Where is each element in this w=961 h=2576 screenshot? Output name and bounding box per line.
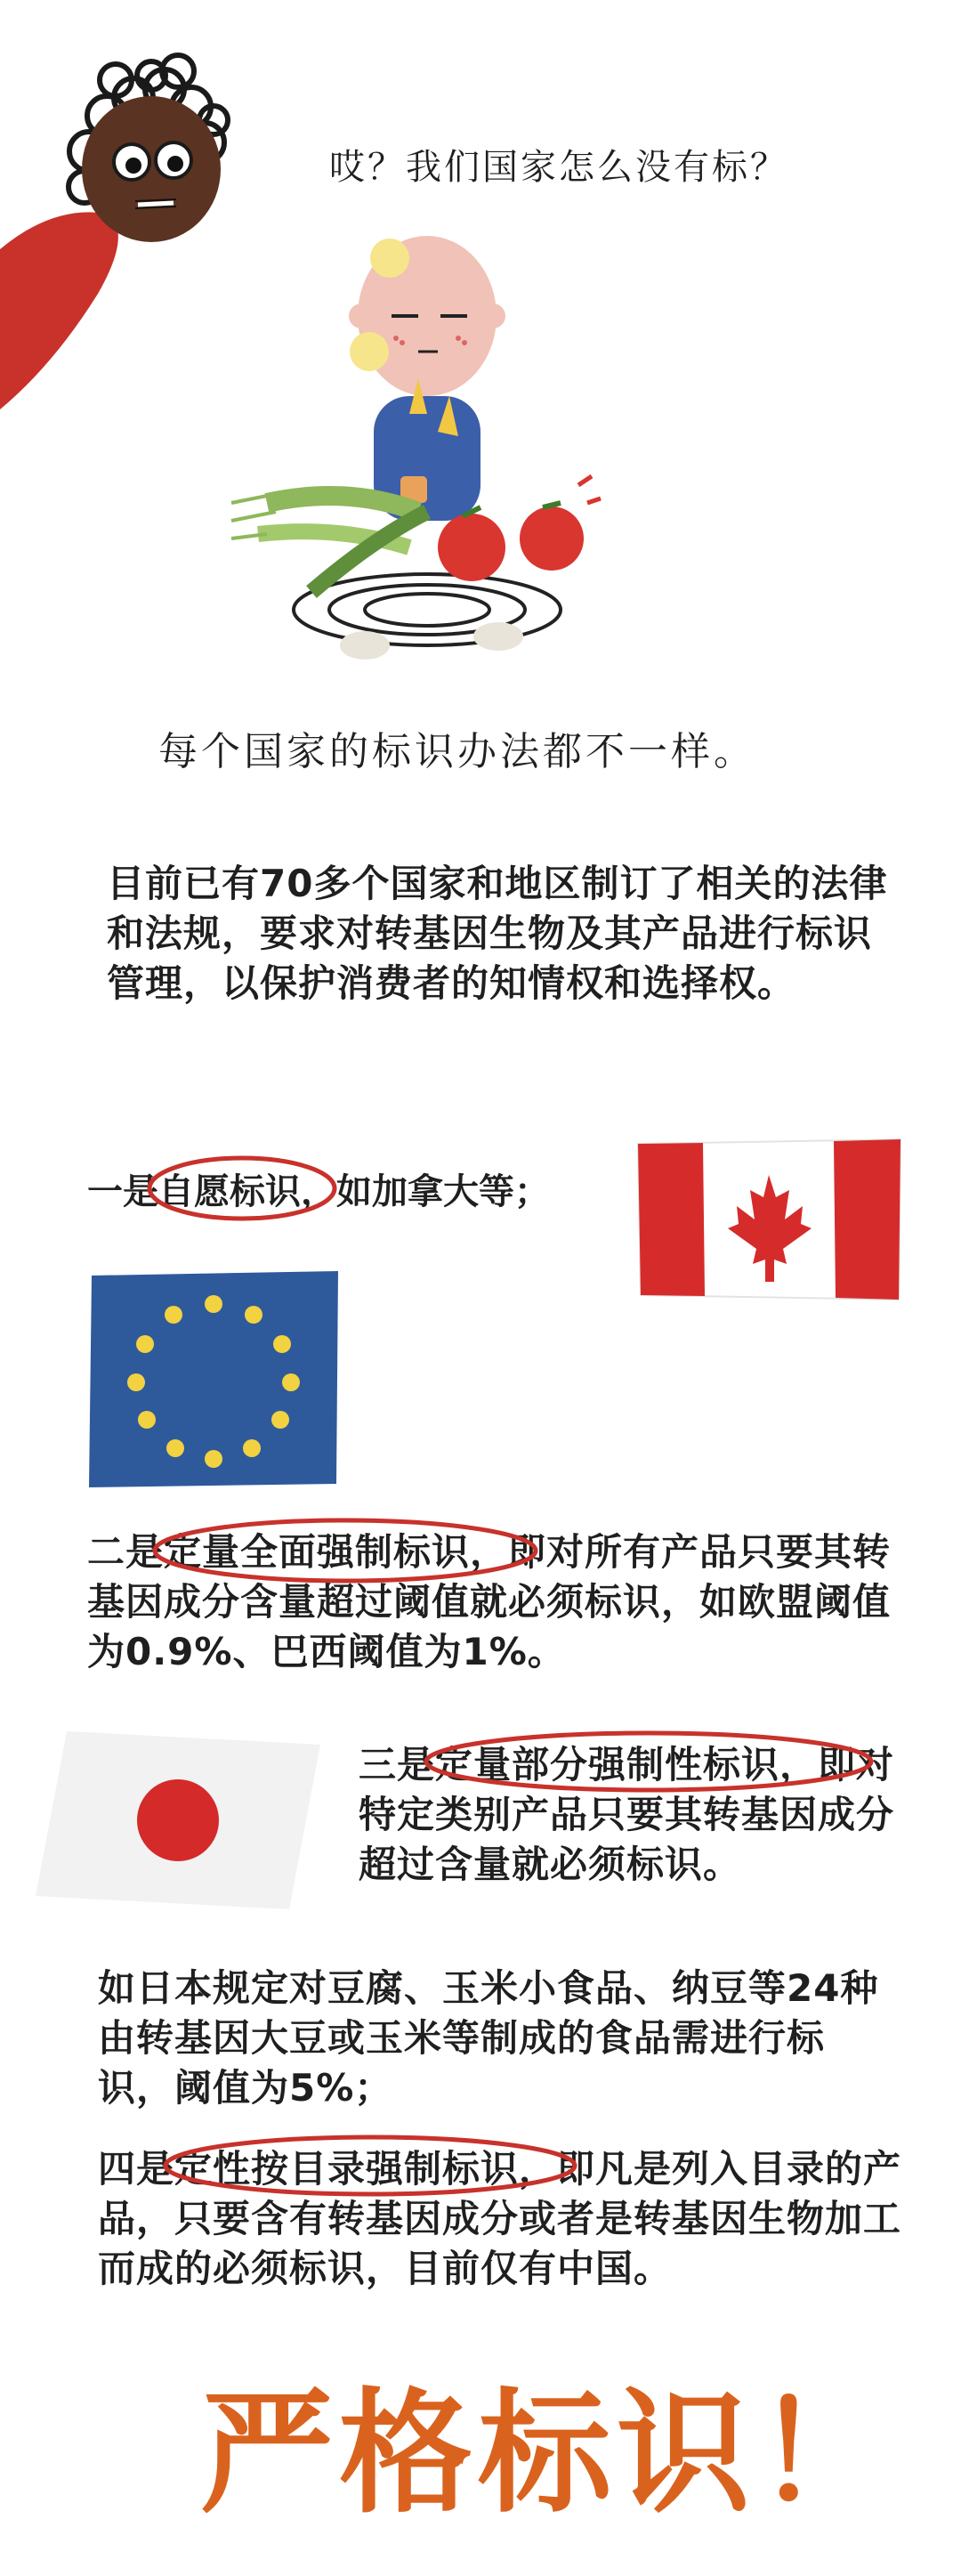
type-one-suffix: ，如加拿大等；	[301, 1171, 550, 1212]
type-one-highlight	[158, 1163, 301, 1214]
each-country-text: 每个国家的标识办法都不一样。	[158, 729, 756, 774]
type-four-suffix: ，即凡是列入目录的产品，只要含有转基因成分或者是转基因生物加工而成的必须标识，目前仅有中国。	[98, 2147, 902, 2290]
type-two-prefix: 二是	[87, 1530, 165, 1574]
type-three-highlight	[435, 1740, 779, 1790]
type-two-text	[87, 1527, 915, 1677]
type-two-suffix: ，即对所有产品只要其转基因成分含量超过阈值就必须标识，如欧盟阈值为0.9%、巴西阈值为1%。	[87, 1530, 892, 1673]
bald-boy-icon	[196, 218, 658, 681]
canada-flag-icon	[634, 1135, 905, 1304]
type-three-prefix: 三是	[359, 1743, 436, 1786]
type-three-text	[359, 1740, 910, 1890]
japan-example-text: 如日本规定对豆腐、玉米小食品、纳豆等24种由转基因大豆或玉米等制成的食品需进行标识，阈值为5%；	[98, 1966, 879, 2110]
type-one-text	[87, 1163, 550, 1214]
japan-flag-icon	[31, 1727, 325, 1918]
type-two-highlight-text: 定量全面强制标识	[164, 1530, 471, 1574]
type-four-prefix: 四是	[98, 2147, 175, 2191]
type-one-highlight-text: 自愿标识	[158, 1171, 301, 1212]
type-one-prefix: 一是	[87, 1171, 158, 1212]
type-three-highlight-text: 定量部分强制性标识	[435, 1743, 780, 1786]
intro-paragraph: 目前已有70多个国家和地区制订了相关的法律和法规，要求对转基因生物及其产品进行标识管理，以保护消费者的知情权和选择权。	[107, 862, 888, 1005]
eu-flag-icon	[85, 1268, 343, 1491]
big-title: 严格标识！	[200, 2377, 895, 2531]
bubble-text: 哎？我们国家怎么没有标？	[329, 147, 788, 188]
type-four-highlight	[174, 2144, 519, 2194]
type-three-suffix: ，即对特定类别产品只要其转基因成分超过含量就必须标识。	[359, 1743, 895, 1886]
type-four-highlight-text: 定性按目录强制标识	[174, 2147, 520, 2191]
type-two-highlight	[164, 1527, 470, 1577]
type-four-text	[98, 2144, 917, 2294]
